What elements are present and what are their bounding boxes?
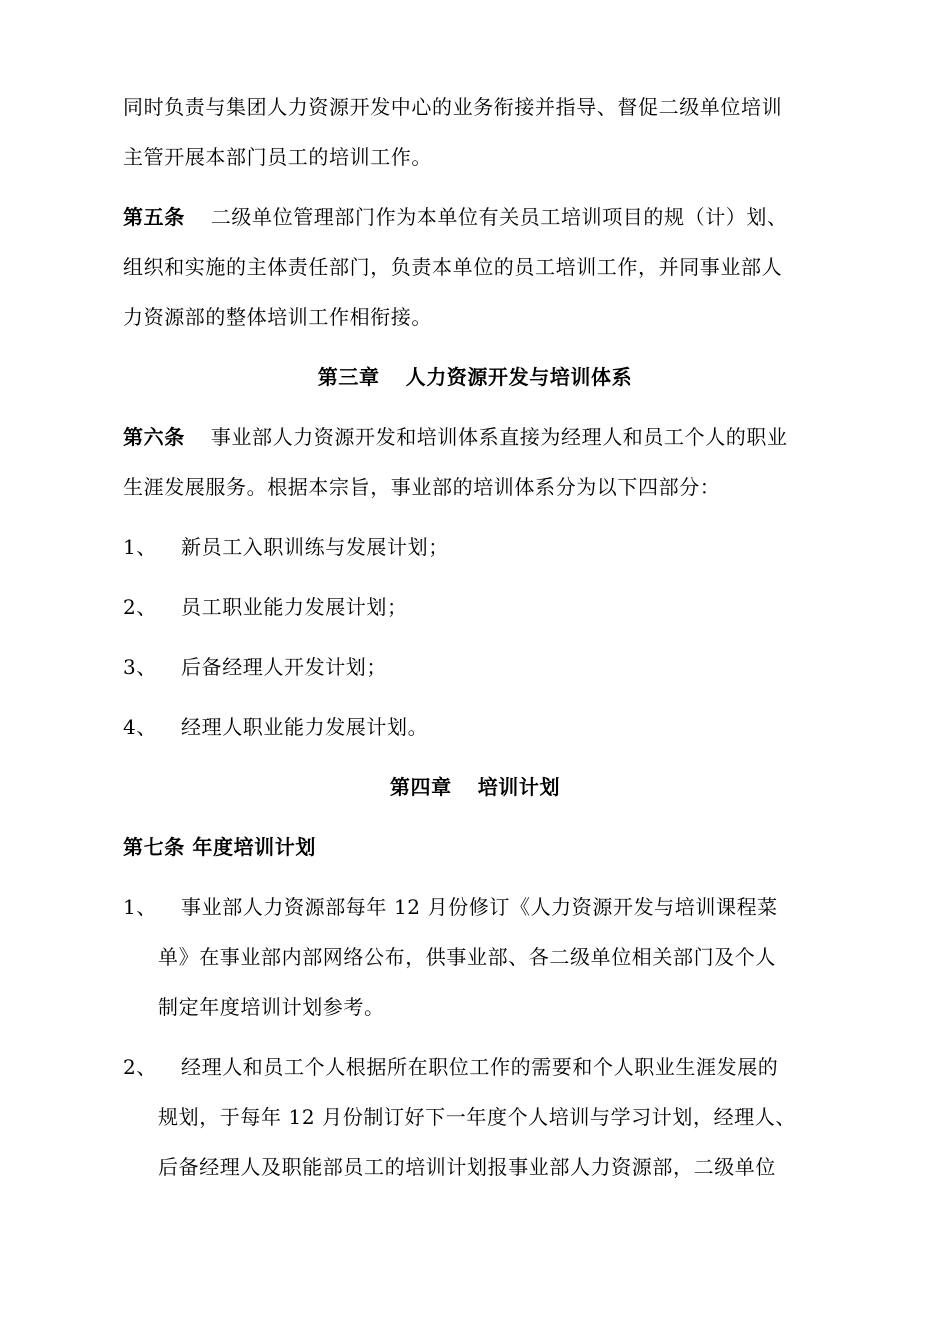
paragraph-text: 事业部人力资源部每年 12 月份修订《人力资源开发与培训课程菜 — [181, 895, 778, 919]
paragraph-line: 规划，于每年 12 月份制订好下一年度个人培训与学习计划，经理人、 — [158, 1105, 796, 1129]
list-item — [123, 653, 387, 681]
article-5-text: 二级单位管理部门作为本单位有关员工培训项目的规（计）划、 — [210, 205, 788, 229]
paragraph-line: 制定年度培训计划参考。 — [158, 995, 385, 1019]
article-5-line-1 — [123, 203, 788, 231]
chapter-3-heading — [0, 363, 950, 391]
paragraph-number: 2、 — [123, 1055, 157, 1079]
article-6-label: 第六条 — [123, 425, 185, 449]
paragraph-line: 后备经理人及职能部员工的培训计划报事业部人力资源部，二级单位 — [158, 1155, 776, 1179]
paragraph-line: 生涯发展服务。根据本宗旨，事业部的培训体系分为以下四部分： — [123, 475, 721, 499]
article-7-heading: 第七条 年度培训计划 — [123, 835, 316, 859]
list-item-number: 3、 — [123, 655, 157, 679]
paragraph-line: 同时负责与集团人力资源开发中心的业务衔接并指导、督促二级单位培训 — [123, 95, 783, 119]
list-item — [123, 533, 449, 561]
list-item-text: 员工职业能力发展计划； — [181, 595, 408, 619]
paragraph-line: 主管开展本部门员工的培训工作。 — [123, 145, 432, 169]
article-5-label: 第五条 — [123, 205, 185, 229]
chapter-4-title: 培训计划 — [477, 775, 561, 799]
chapter-4-heading — [0, 773, 950, 801]
list-item-number: 1、 — [123, 535, 157, 559]
list-item-number: 4、 — [123, 715, 157, 739]
numbered-paragraph-1 — [123, 893, 778, 921]
chapter-3-title: 人力资源开发与培训体系 — [405, 365, 633, 389]
article-6-text: 事业部人力资源开发和培训体系直接为经理人和员工个人的职业 — [210, 425, 788, 449]
list-item-text: 经理人职业能力发展计划。 — [181, 715, 429, 739]
paragraph-line: 单》在事业部内部网络公布，供事业部、各二级单位相关部门及个人 — [158, 945, 776, 969]
list-item-text: 后备经理人开发计划； — [181, 655, 387, 679]
list-item-number: 2、 — [123, 595, 157, 619]
paragraph-line: 组织和实施的主体责任部门，负责本单位的员工培训工作，并同事业部人 — [123, 255, 783, 279]
list-item — [123, 593, 408, 621]
article-6-line-1 — [123, 423, 788, 451]
list-item-text: 新员工入职训练与发展计划； — [181, 535, 449, 559]
chapter-4-label: 第四章 — [389, 775, 452, 799]
paragraph-line: 力资源部的整体培训工作相衔接。 — [123, 305, 432, 329]
chapter-3-label: 第三章 — [317, 365, 380, 389]
numbered-paragraph-2 — [123, 1053, 778, 1081]
list-item — [123, 713, 428, 741]
paragraph-text: 经理人和员工个人根据所在职位工作的需要和个人职业生涯发展的 — [181, 1055, 779, 1079]
paragraph-number: 1、 — [123, 895, 157, 919]
